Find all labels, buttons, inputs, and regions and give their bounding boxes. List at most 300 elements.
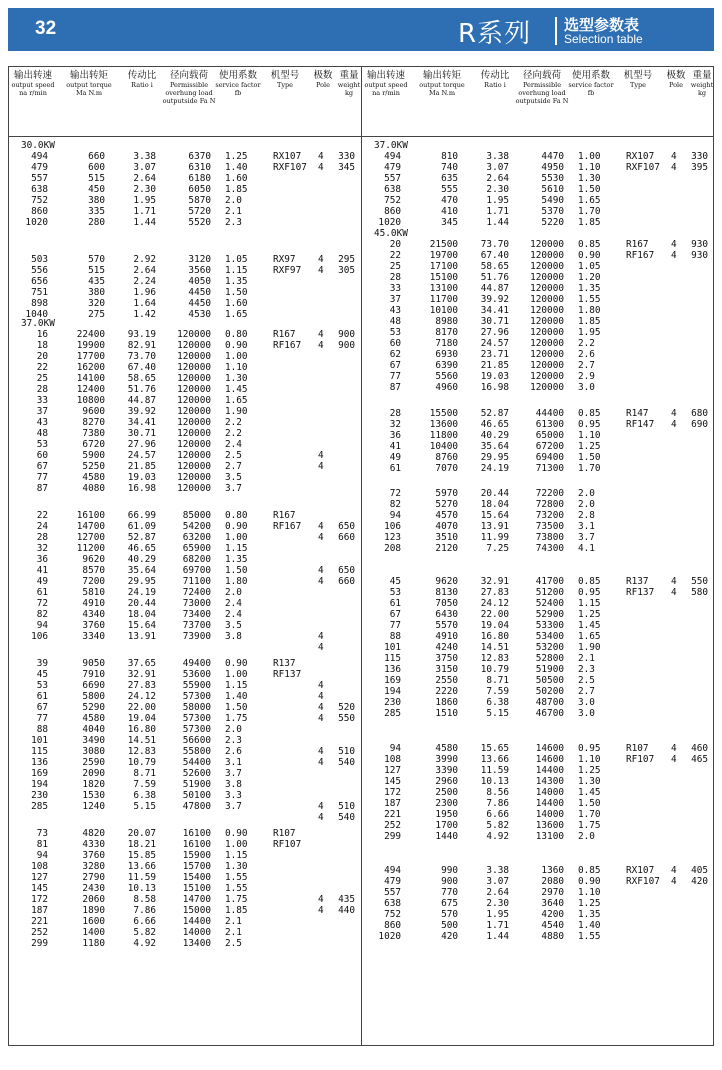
table-cell: 335 [88, 206, 105, 217]
table-cell: 35.64 [480, 441, 509, 452]
table-cell: 56600 [182, 735, 211, 746]
table-cell: 4 [318, 631, 324, 642]
table-cell: 930 [691, 239, 708, 250]
table-cell: 1.10 [578, 887, 601, 898]
table-cell: 2.1 [225, 916, 242, 927]
table-row [362, 865, 714, 876]
table-cell: 1020 [25, 217, 48, 228]
table-cell: 1.60 [225, 298, 248, 309]
table-cell: 127 [31, 872, 48, 883]
table-cell: 4 [318, 713, 324, 724]
table-cell: 6.66 [133, 916, 156, 927]
table-cell: 479 [384, 876, 401, 887]
table-cell: 8170 [435, 327, 458, 338]
table-cell: 10100 [429, 305, 458, 316]
table-cell: 6.38 [133, 790, 156, 801]
table-cell: 49400 [182, 658, 211, 669]
table-cell: 11.59 [480, 765, 509, 776]
table-cell: 1700 [435, 820, 458, 831]
table-cell: 46.65 [480, 419, 509, 430]
column-header-cn: 极数 [666, 70, 686, 81]
table-cell: 2.64 [486, 173, 509, 184]
table-cell: 479 [31, 162, 48, 173]
table-cell: 420 [691, 876, 708, 887]
table-cell: 1.10 [578, 754, 601, 765]
table-row [9, 609, 361, 620]
table-cell: 14000 [535, 787, 564, 798]
table-cell: 73700 [182, 620, 211, 631]
table-cell: 4 [318, 680, 324, 691]
table-cell: 221 [31, 916, 48, 927]
table-cell: 57300 [182, 724, 211, 735]
table-cell: 4 [318, 812, 324, 823]
table-cell: 101 [384, 642, 401, 653]
column-header-en: weight kg [690, 81, 714, 97]
table-cell: 1.25 [578, 898, 601, 909]
table-row [9, 598, 361, 609]
table-cell: 1440 [435, 831, 458, 842]
table-cell: 1400 [82, 927, 105, 938]
table-cell: 4 [318, 151, 324, 162]
table-cell: 44400 [535, 408, 564, 419]
table-cell: 72 [389, 488, 401, 499]
table-cell: 50100 [182, 790, 211, 801]
table-row [9, 384, 361, 395]
table-body-right [362, 140, 714, 1040]
table-cell: 52600 [182, 768, 211, 779]
table-cell: 5370 [541, 206, 564, 217]
table-cell: 40.29 [127, 554, 156, 565]
table-cell: 1.35 [225, 276, 248, 287]
column-header [64, 70, 114, 97]
table-cell: 1.85 [225, 184, 248, 195]
table-cell: 172 [31, 894, 48, 905]
table-cell: 51.76 [480, 272, 509, 283]
table-cell: 3.5 [225, 620, 242, 631]
table-cell: 5290 [82, 702, 105, 713]
table-cell: 1.30 [578, 173, 601, 184]
table-cell: 1.55 [578, 931, 601, 942]
table-cell: 65000 [535, 430, 564, 441]
table-cell: 4 [318, 521, 324, 532]
table-cell: 0.85 [578, 239, 601, 250]
table-cell: 510 [338, 801, 355, 812]
table-row [362, 798, 714, 809]
table-cell: 14400 [182, 916, 211, 927]
table-cell: 1.80 [225, 576, 248, 587]
table-cell: 60 [389, 338, 401, 349]
table-cell: 13100 [429, 283, 458, 294]
table-cell: 94 [36, 850, 48, 861]
table-cell: 52800 [535, 653, 564, 664]
table-cell: 13600 [429, 419, 458, 430]
table-cell: 5970 [435, 488, 458, 499]
table-cell: 58.65 [480, 261, 509, 272]
table-cell: 3490 [82, 735, 105, 746]
table-cell: 63200 [182, 532, 211, 543]
table-cell: 120000 [177, 384, 211, 395]
table-cell: 1.65 [578, 195, 601, 206]
table-cell: 4 [671, 151, 677, 162]
table-row [362, 587, 714, 598]
table-cell: 61 [389, 598, 401, 609]
table-cell: 7.86 [486, 798, 509, 809]
table-cell: 5530 [541, 173, 564, 184]
table-row [9, 587, 361, 598]
table-cell: 3.8 [225, 631, 242, 642]
table-row [362, 349, 714, 360]
column-header [417, 70, 467, 97]
table-row [9, 768, 361, 779]
table-cell: 4 [318, 329, 324, 340]
table-cell: 72200 [535, 488, 564, 499]
table-row [362, 452, 714, 463]
table-cell: 120000 [530, 272, 564, 283]
table-cell: 1510 [435, 708, 458, 719]
table-cell: 299 [31, 938, 48, 949]
table-cell: 2.30 [133, 184, 156, 195]
table-cell: 7.59 [133, 779, 156, 790]
table-row [9, 287, 361, 298]
table-cell: 8.56 [486, 787, 509, 798]
table-row [9, 746, 361, 757]
table-row [362, 463, 714, 474]
table-cell: 48700 [535, 697, 564, 708]
table-cell: 5520 [188, 217, 211, 228]
table-cell: 1.85 [578, 217, 601, 228]
table-cell: 345 [338, 162, 355, 173]
table-cell: 10400 [429, 441, 458, 452]
table-cell: 46.65 [127, 543, 156, 554]
table-cell: 1.20 [578, 272, 601, 283]
table-cell: 252 [384, 820, 401, 831]
table-cell: R167 [273, 329, 296, 340]
table-cell: 67 [389, 360, 401, 371]
table-cell: 49 [389, 452, 401, 463]
table-cell: 1.95 [578, 327, 601, 338]
table-row [362, 272, 714, 283]
table-cell: 62 [389, 349, 401, 360]
table-cell: 3.1 [225, 757, 242, 768]
table-cell: 120000 [177, 483, 211, 494]
table-row [362, 697, 714, 708]
table-cell: 106 [31, 631, 48, 642]
table-cell: 4450 [188, 298, 211, 309]
table-cell: 4570 [435, 510, 458, 521]
table-cell: 1.55 [225, 883, 248, 894]
table-cell: 4 [318, 340, 324, 351]
table-cell: 58.65 [127, 373, 156, 384]
table-cell: 2790 [82, 872, 105, 883]
table-row [362, 809, 714, 820]
table-cell: 22 [389, 250, 401, 261]
table-cell: 14.51 [127, 735, 156, 746]
table-cell: 285 [31, 801, 48, 812]
table-cell: 10.13 [480, 776, 509, 787]
table-row [362, 653, 714, 664]
table-cell: RXF107 [273, 162, 307, 173]
table-cell: 2960 [435, 776, 458, 787]
table-cell: 13400 [182, 938, 211, 949]
table-cell: 18.04 [480, 499, 509, 510]
table-cell: 1.50 [225, 565, 248, 576]
table-row [362, 151, 714, 162]
table-cell: 32 [36, 543, 48, 554]
table-row [362, 521, 714, 532]
table-cell: 1600 [82, 916, 105, 927]
column-header [665, 70, 687, 89]
table-cell: 752 [31, 195, 48, 206]
table-cell: 9620 [435, 576, 458, 587]
table-cell: 0.90 [225, 658, 248, 669]
table-cell: R107 [626, 743, 649, 754]
table-cell: 19.04 [127, 713, 156, 724]
table-cell: 4580 [435, 743, 458, 754]
table-cell: 5560 [435, 371, 458, 382]
table-cell: 4 [671, 743, 677, 754]
table-cell: 4470 [541, 151, 564, 162]
table-cell: 120000 [530, 261, 564, 272]
table-cell: 2.3 [578, 664, 595, 675]
table-cell: 5800 [82, 691, 105, 702]
column-header-cn: 重量 [339, 70, 359, 81]
table-cell: 1.10 [578, 162, 601, 173]
table-cell: 494 [384, 865, 401, 876]
table-cell: 6.66 [486, 809, 509, 820]
table-row [9, 680, 361, 691]
table-row [362, 887, 714, 898]
table-cell: 65900 [182, 543, 211, 554]
table-cell: 5.15 [133, 801, 156, 812]
table-row [9, 276, 361, 287]
table-cell: 1.75 [225, 713, 248, 724]
table-cell: 675 [441, 898, 458, 909]
table-cell: 58000 [182, 702, 211, 713]
table-cell: 4 [671, 876, 677, 887]
table-row [362, 543, 714, 554]
table-cell: 2.64 [486, 887, 509, 898]
table-row [9, 162, 361, 173]
table-row [362, 609, 714, 620]
table-cell: 6430 [435, 609, 458, 620]
table-cell: 14700 [182, 894, 211, 905]
table-row [9, 362, 361, 373]
table-cell: 24.19 [127, 587, 156, 598]
table-cell: 54200 [182, 521, 211, 532]
table-cell: RF147 [626, 419, 655, 430]
table-cell: 479 [384, 162, 401, 173]
table-cell: 2.24 [133, 276, 156, 287]
table-cell: 88 [36, 724, 48, 735]
table-cell: 20 [36, 351, 48, 362]
table-row [9, 812, 361, 823]
table-cell: 405 [691, 865, 708, 876]
table-cell: 1.15 [578, 598, 601, 609]
table-cell: 4 [671, 250, 677, 261]
table-cell: 71300 [535, 463, 564, 474]
table-cell: 2.30 [486, 184, 509, 195]
table-cell: 1.30 [225, 373, 248, 384]
column-header-cn: 使用系数 [571, 70, 610, 81]
table-cell: 860 [384, 920, 401, 931]
table-cell: 638 [384, 184, 401, 195]
table-cell: 73400 [182, 609, 211, 620]
table-cell: 194 [31, 779, 48, 790]
table-cell: 3.1 [578, 521, 595, 532]
table-cell: 37 [36, 406, 48, 417]
table-cell: 1.30 [225, 861, 248, 872]
table-cell: 2.2 [225, 417, 242, 428]
table-cell: 5.82 [486, 820, 509, 831]
table-cell: 9620 [82, 554, 105, 565]
table-cell: 22.00 [480, 609, 509, 620]
table-row [9, 373, 361, 384]
table-cell: 2430 [82, 883, 105, 894]
table-cell: 690 [691, 419, 708, 430]
selection-title-cn: 选型参数表 [564, 16, 640, 34]
column-header-en: Type [276, 81, 293, 89]
table-cell: 1.70 [578, 809, 601, 820]
table-cell: 18.21 [127, 839, 156, 850]
table-row [9, 309, 361, 320]
table-cell: 1.35 [578, 909, 601, 920]
table-cell: 1.15 [225, 543, 248, 554]
table-cell: 15.64 [480, 510, 509, 521]
table-cell: 4 [318, 450, 324, 461]
table-cell: 24.57 [480, 338, 509, 349]
table-cell: 1.40 [225, 691, 248, 702]
table-row [362, 631, 714, 642]
table-row [362, 261, 714, 272]
table-cell: 28 [36, 384, 48, 395]
table-cell: 16100 [182, 839, 211, 850]
table-row [362, 316, 714, 327]
table-cell: 32.91 [127, 669, 156, 680]
table-row [362, 754, 714, 765]
table-cell: 600 [88, 162, 105, 173]
table-row [9, 872, 361, 883]
table-cell: 52900 [535, 609, 564, 620]
table-cell: 4450 [188, 287, 211, 298]
table-cell: 35.64 [127, 565, 156, 576]
table-cell: 2.4 [225, 609, 242, 620]
column-header [363, 70, 409, 97]
column-header [215, 70, 261, 97]
table-row [9, 340, 361, 351]
table-cell: 53 [389, 327, 401, 338]
table-cell: 770 [441, 887, 458, 898]
table-cell: 860 [31, 206, 48, 217]
table-cell: 53 [389, 587, 401, 598]
table-cell: 2.64 [133, 173, 156, 184]
table-cell: 16.80 [480, 631, 509, 642]
table-cell: 650 [338, 521, 355, 532]
table-cell: 1.90 [225, 406, 248, 417]
table-cell: 0.85 [578, 865, 601, 876]
table-cell: 900 [338, 329, 355, 340]
table-cell: 24.12 [127, 691, 156, 702]
table-cell: 557 [31, 173, 48, 184]
table-cell: 15700 [182, 861, 211, 872]
table-cell: 5570 [435, 620, 458, 631]
table-cell: 1.15 [225, 680, 248, 691]
table-row [9, 298, 361, 309]
table-cell: 27.83 [480, 587, 509, 598]
table-cell: 12400 [76, 384, 105, 395]
table-cell: 120000 [530, 294, 564, 305]
table-cell: 660 [338, 576, 355, 587]
table-cell: 3.7 [225, 768, 242, 779]
table-row [9, 894, 361, 905]
column-header-en: Ratio i [131, 81, 153, 89]
table-cell: 7070 [435, 463, 458, 474]
table-cell: 5810 [82, 587, 105, 598]
table-header-rule [8, 136, 714, 137]
column-header-en: Pole [316, 81, 330, 89]
table-cell: 34.41 [127, 417, 156, 428]
table-cell: 7200 [82, 576, 105, 587]
table-cell: 67200 [535, 441, 564, 452]
table-cell: 81 [36, 839, 48, 850]
table-cell: 860 [384, 206, 401, 217]
table-cell: 3340 [82, 631, 105, 642]
table-cell: 120000 [177, 428, 211, 439]
table-cell: 3.38 [486, 151, 509, 162]
table-cell: 810 [441, 151, 458, 162]
table-cell: 87 [36, 483, 48, 494]
table-cell: 2120 [435, 543, 458, 554]
table-cell: 0.80 [225, 329, 248, 340]
table-row [362, 338, 714, 349]
table-cell: 1.95 [486, 909, 509, 920]
table-cell: 82.91 [127, 340, 156, 351]
table-row [9, 938, 361, 949]
column-header [568, 70, 614, 97]
table-cell: 69700 [182, 565, 211, 576]
table-cell: 9050 [82, 658, 105, 669]
table-cell: 5250 [82, 461, 105, 472]
table-cell: 14600 [535, 754, 564, 765]
table-row [362, 776, 714, 787]
table-cell: 550 [338, 713, 355, 724]
table-row [9, 195, 361, 206]
table-cell: 48 [389, 316, 401, 327]
table-cell: 57300 [182, 713, 211, 724]
table-cell: 9600 [82, 406, 105, 417]
table-cell: 230 [384, 697, 401, 708]
column-header [265, 70, 305, 89]
table-cell: 4 [318, 162, 324, 173]
column-header [336, 70, 362, 97]
table-cell: 0.90 [225, 828, 248, 839]
table-cell: RF107 [273, 839, 302, 850]
table-cell: 2.5 [225, 938, 242, 949]
table-cell: 39.92 [127, 406, 156, 417]
table-cell: 72800 [535, 499, 564, 510]
table-cell: 1.75 [225, 894, 248, 905]
table-row [362, 898, 714, 909]
table-cell: 10800 [76, 395, 105, 406]
table-cell: 3560 [188, 265, 211, 276]
table-row [9, 329, 361, 340]
table-cell: 4200 [541, 909, 564, 920]
table-cell: RF137 [626, 587, 655, 598]
table-cell: 20.44 [480, 488, 509, 499]
table-cell: 6310 [188, 162, 211, 173]
table-cell: 115 [31, 746, 48, 757]
table-cell: 120000 [530, 305, 564, 316]
table-cell: 1890 [82, 905, 105, 916]
